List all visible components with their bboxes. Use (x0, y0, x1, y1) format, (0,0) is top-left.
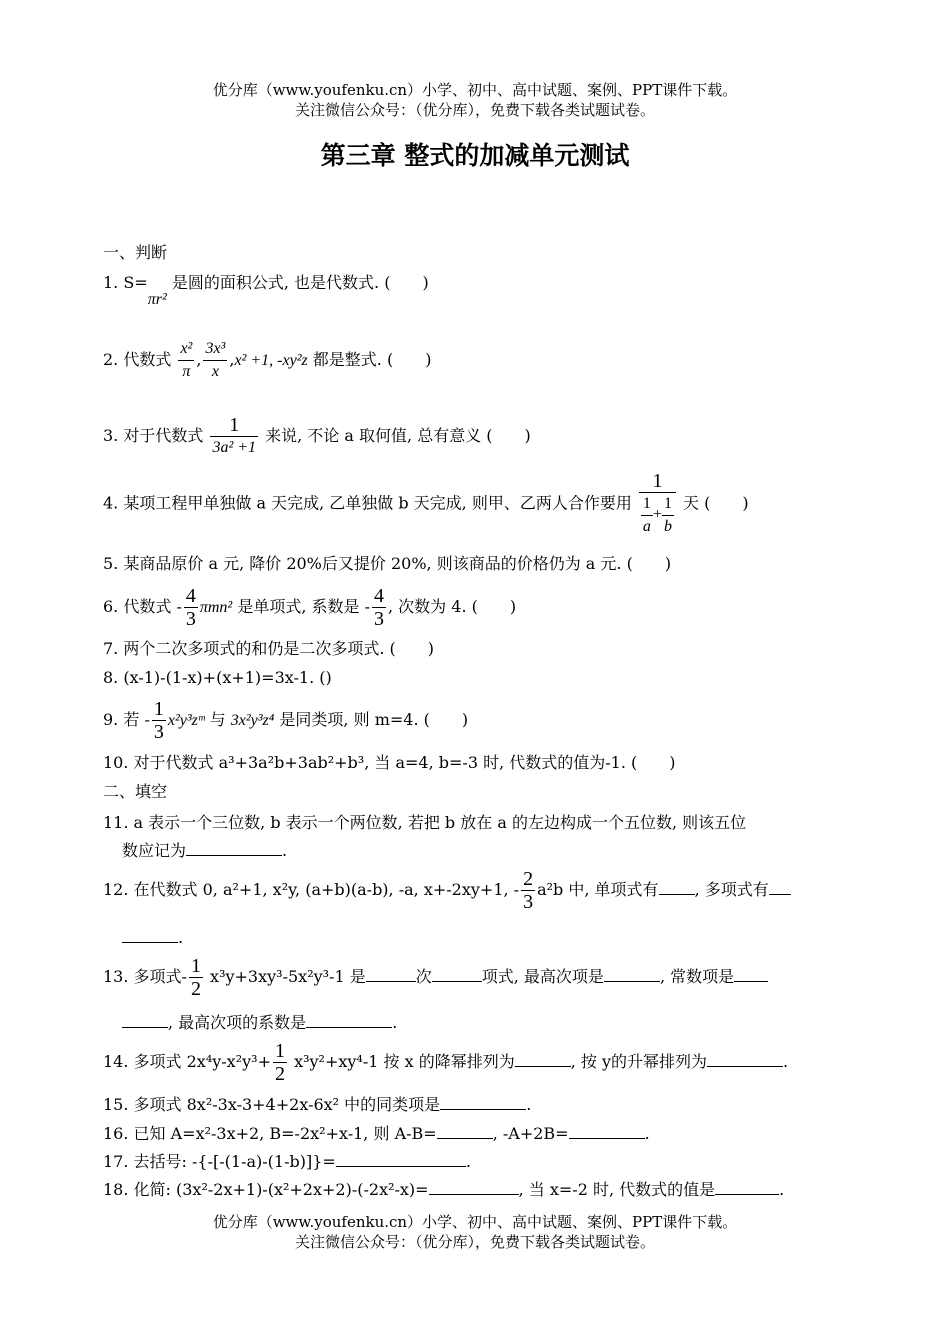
question-13: 13. 多项式- $\frac{1}{2}$ x³y+3xy³-5x²y³-1 是 次 项式, 最高次项是 , 常数项是 (103, 955, 768, 1000)
answer-blank[interactable] (715, 1180, 779, 1195)
q9-pre: 9. 若 - (103, 710, 150, 729)
q2-frac-1: $\frac{\text{x²}}{\pi}$ (180, 340, 193, 380)
q2-frac-2: $\frac{\text{3x³}}{x}$ (205, 340, 226, 380)
q12-frac: $\frac{2}{3}$ (523, 868, 534, 913)
question-15: 15. 多项式 8x²-3x-3+4+2x-6x² 中的同类项是 . (103, 1095, 532, 1114)
question-18: 18. 化简: (3x²-2x+1)-(x²+2x+2)-(-2x²-x)= , 当 x=-2 时, 代数式的值是 . (103, 1180, 785, 1199)
answer-blank[interactable] (437, 1124, 493, 1139)
section-judge: 一、判断 (103, 243, 168, 262)
q2-post: 都是整式. ( ) (307, 350, 432, 369)
q6-frac-1: $\frac{4}{3}$ (185, 585, 196, 630)
question-4 (103, 470, 749, 538)
q6-pre: 6. 代数式 - (103, 597, 182, 616)
question-12: 12. 在代数式 0, a²+1, x²y, (a+b)(a-b), -a, x+-2xy+1, - $\frac{2}{3}$ a²b 中, 单项式有 , 多项式有 (103, 868, 791, 913)
q6-post: , 次数为 4. ( ) (388, 597, 517, 616)
q6-mid: 是单项式, 系数是 - (232, 597, 370, 616)
q1-formula: πr² (147, 291, 167, 308)
q1-post: 是圆的面积公式, 也是代数式. ( ) (166, 273, 429, 292)
answer-blank[interactable] (306, 1013, 392, 1028)
page-title: 第三章 整式的加减单元测试 (320, 141, 630, 170)
question-8: 8. (x-1)-(1-x)+(x+1)=3x-1. () (103, 668, 332, 687)
q2-expr-2: xy²z (282, 352, 308, 369)
question-6 (103, 585, 516, 630)
question-7: 7. 两个二次多项式的和仍是二次多项式. ( ) (103, 639, 435, 658)
question-16: 16. 已知 A=x²-3x+2, B=-2x²+x-1, 则 A-B= , -A+2B= . (103, 1124, 650, 1143)
q9-expr-2: 3x²y³z⁴ (230, 712, 275, 729)
footer-line-2: 关注微信公众号：（优分库），免费下载各类试题试卷。 (294, 1233, 655, 1251)
q4-pre: 4. 某项工程甲单独做 a 天完成, 乙单独做 b 天完成, 则甲、乙两人合作要用 (103, 493, 637, 513)
question-10: 10. 对于代数式 a³+3a²b+3ab²+b³, 当 a=4, b=-3 时, 代数式的值为-1. ( ) (103, 753, 676, 772)
q10-expr: ³+3a²b+3ab²+b³ (228, 753, 365, 772)
header-line-1: 优分库（www.youfenku.cn）小学、初中、高中试题、案例、PPT课件下载。 (212, 81, 738, 99)
q3-frac: $\frac{1}{\text{3a² +1}}$ (212, 414, 257, 456)
question-14: 14. 多项式 2x⁴y-x²y³+ $\frac{1}{2}$ x³y²+xy⁴-1 按 x 的降幂排列为 , 按 y的升幂排列为 . (103, 1040, 789, 1085)
q9-mid: 与 (204, 710, 231, 729)
answer-blank[interactable] (366, 967, 416, 982)
section-fill: 二、填空 (103, 782, 168, 801)
q13-frac: $\frac{1}{2}$ (190, 955, 201, 1000)
answer-blank[interactable] (707, 1052, 783, 1067)
question-11-line-1: 11. a 表示一个三位数, b 表示一个两位数, 若把 b 放在 a 的左边构成一个五位数, 则该五位 (103, 813, 747, 832)
answer-blank[interactable] (569, 1124, 645, 1139)
answer-blank[interactable] (659, 880, 695, 895)
footer-line-1: 优分库（www.youfenku.cn）小学、初中、高中试题、案例、PPT课件下载。 (212, 1213, 738, 1231)
answer-blank[interactable] (186, 841, 282, 856)
answer-blank[interactable] (734, 967, 768, 982)
answer-blank[interactable] (122, 1013, 168, 1028)
header-line-2: 关注微信公众号：（优分库），免费下载各类试题试卷。 (294, 101, 655, 119)
question-2: 2. 代数式 $\frac{\text{x²}}{\pi}$ , $\frac{\text{3x³}}{x}$ ,x² +1, -xy²z 都是整式. ( ) (103, 338, 431, 383)
answer-blank[interactable] (515, 1052, 571, 1067)
question-12-cont: . (122, 927, 183, 949)
question-11-line-2: 数应记为 . (122, 841, 288, 860)
question-9 (103, 698, 468, 743)
answer-blank[interactable] (432, 967, 482, 982)
q6-expr: πmn² (199, 599, 233, 616)
answer-blank[interactable] (336, 1152, 466, 1167)
q14-frac: $\frac{1}{2}$ (274, 1040, 285, 1085)
question-13-cont: , 最高次项的系数是 . (122, 1012, 397, 1034)
q4-frac: 1 $\frac{1}{a}$ + $\frac{1}{b}$ (639, 470, 676, 538)
answer-blank[interactable] (122, 928, 178, 943)
q9-frac: $\frac{1}{3}$ (153, 698, 164, 743)
answer-blank[interactable] (769, 880, 791, 895)
q6-frac-2: $\frac{4}{3}$ (374, 585, 384, 630)
answer-blank[interactable] (604, 967, 660, 982)
question-17: 17. 去括号: -{-[-(1-a)-(1-b)]}= . (103, 1152, 471, 1171)
question-1 (103, 272, 429, 308)
q3-post: 来说, 不论 a 取何值, 总有意义 ( ) (260, 426, 531, 445)
q1-pre: 1. S= (103, 273, 148, 292)
q2-expr: x² +1, - (234, 352, 283, 369)
answer-blank[interactable] (440, 1095, 526, 1110)
question-5: 5. 某商品原价 a 元, 降价 20%后又提价 20%, 则该商品的价格仍为 a 元. ( ) (103, 554, 672, 573)
q9-post: 是同类项, 则 m=4. ( ) (274, 710, 469, 729)
question-3 (103, 414, 531, 459)
answer-blank[interactable] (429, 1180, 519, 1195)
q3-pre: 3. 对于代数式 (103, 426, 209, 445)
q9-expr-1: x²y³zᵐ (167, 712, 205, 729)
q2-pre: 2. 代数式 (103, 350, 177, 369)
q4-post: 天 ( ) (677, 493, 749, 513)
